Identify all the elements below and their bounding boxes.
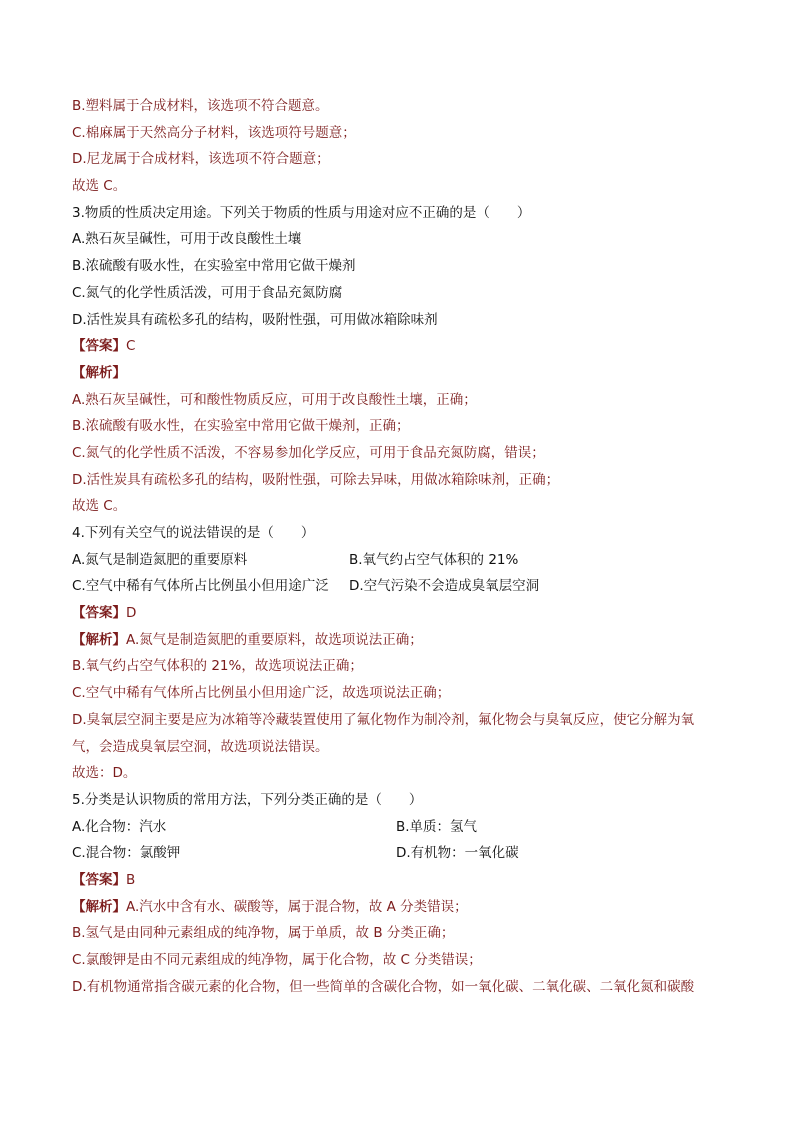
q3-analysis-d: D.活性炭具有疏松多孔的结构，吸附性强，可除去异味，用做冰箱除味剂，正确； bbox=[72, 471, 560, 488]
q3-option-c: C.氮气的化学性质活泼，可用于食品充氮防腐 bbox=[72, 284, 343, 301]
q3-analysis-tag: 【解析】 bbox=[72, 364, 126, 381]
q5-analysis-c: C.氯酸钾是由不同元素组成的纯净物，属于化合物，故 C 分类错误； bbox=[72, 952, 482, 968]
q5-stem: 5.分类是认识物质的常用方法，下列分类正确的是（ ） bbox=[72, 791, 423, 808]
q3-option-a: A.熟石灰呈碱性，可用于改良酸性土壤 bbox=[72, 231, 302, 248]
q4-options-row-2 bbox=[72, 573, 732, 600]
q5-options-row-2 bbox=[72, 840, 732, 867]
page-content bbox=[72, 93, 732, 1000]
q4-analysis-line bbox=[72, 627, 732, 654]
q5-options-row-1 bbox=[72, 814, 732, 841]
q3-answer-line bbox=[72, 333, 732, 360]
q5-option-a: A.化合物：汽水 bbox=[72, 818, 167, 835]
q4-stem: 4.下列有关空气的说法错误的是（ ） bbox=[72, 525, 315, 541]
q4-analysis-a: A.氮气是制造氮肥的重要原料，故选项说法正确； bbox=[126, 631, 423, 648]
q3-analysis-a: A.熟石灰呈碱性，可和酸性物质反应，可用于改良酸性土壤，正确； bbox=[72, 391, 477, 408]
q4-options-row-1 bbox=[72, 547, 732, 574]
q5-answer-tag: 【答案】 bbox=[72, 871, 126, 888]
q4-analysis-b: B.氧气约占空气体积的 21%，故选项说法正确； bbox=[72, 658, 363, 675]
q4-answer-tag: 【答案】 bbox=[72, 605, 126, 622]
q3-answer: C bbox=[126, 338, 136, 355]
q2-conclusion: 故选 C。 bbox=[72, 178, 127, 195]
q4-answer-line bbox=[72, 600, 732, 627]
q3-option-b: B.浓硫酸有吸水性，在实验室中常用它做干燥剂 bbox=[72, 258, 356, 275]
q5-answer-line bbox=[72, 867, 732, 894]
q5-option-d: D.有机物：一氧化碳 bbox=[396, 845, 519, 862]
q4-option-b: B.氧气约占空气体积的 21% bbox=[349, 551, 519, 568]
q3-stem: 3.物质的性质决定用途。下列关于物质的性质与用途对应不正确的是（ ） bbox=[72, 204, 531, 221]
q5-answer: B bbox=[126, 871, 136, 888]
q3-conclusion: 故选 C。 bbox=[72, 498, 127, 515]
q5-analysis-a: A.汽水中含有水、碳酸等，属于混合物，故 A 分类错误； bbox=[126, 898, 468, 915]
q4-analysis-c: C.空气中稀有气体所占比例虽小但用途广泛，故选项说法正确； bbox=[72, 685, 451, 702]
q4-answer: D bbox=[126, 605, 137, 622]
q5-analysis-line bbox=[72, 894, 732, 921]
q5-option-c: C.混合物：氯酸钾 bbox=[72, 845, 181, 862]
q3-option-d: D.活性炭具有疏松多孔的结构，吸附性强，可用做冰箱除味剂 bbox=[72, 311, 438, 328]
q4-option-a: A.氮气是制造氮肥的重要原料 bbox=[72, 551, 248, 568]
q2-option-d-analysis: D.尼龙属于合成材料，该选项不符合题意； bbox=[72, 151, 330, 168]
q4-option-d: D.空气污染不会造成臭氧层空洞 bbox=[349, 578, 540, 595]
q3-answer-tag: 【答案】 bbox=[72, 338, 126, 355]
q3-analysis-b: B.浓硫酸有吸水性，在实验室中常用它做干燥剂，正确； bbox=[72, 418, 410, 435]
q5-analysis-d: D.有机物通常指含碳元素的化合物，但一些简单的含碳化合物，如一氧化碳、二氧化碳、二氧化氮和碳酸 bbox=[72, 978, 695, 995]
q4-analysis-d-2: 气，会造成臭氧层空洞，故选项说法错误。 bbox=[72, 738, 329, 755]
q5-analysis-tag: 【解析】 bbox=[72, 898, 126, 915]
q4-option-c: C.空气中稀有气体所占比例虽小但用途广泛 bbox=[72, 578, 329, 595]
q5-option-b: B.单质：氢气 bbox=[396, 818, 478, 835]
q3-analysis-tag-line bbox=[72, 360, 732, 387]
q5-analysis-b: B.氢气是由同种元素组成的纯净物，属于单质，故 B 分类正确； bbox=[72, 925, 455, 942]
q2-option-b-analysis: B.塑料属于合成材料，该选项不符合题意。 bbox=[72, 98, 329, 114]
q4-analysis-d-1: D.臭氧层空洞主要是应为冰箱等冷藏装置使用了氟化物作为制冷剂，氟化物会与臭氧反应，使它分解为氧 bbox=[72, 711, 695, 728]
q3-analysis-c: C.氮气的化学性质不活泼，不容易参加化学反应，可用于食品充氮防腐，错误； bbox=[72, 444, 545, 461]
q4-analysis-tag: 【解析】 bbox=[72, 631, 126, 648]
q4-conclusion: 故选：D。 bbox=[72, 765, 137, 782]
q2-option-c-analysis: C.棉麻属于天然高分子材料，该选项符号题意； bbox=[72, 124, 356, 141]
